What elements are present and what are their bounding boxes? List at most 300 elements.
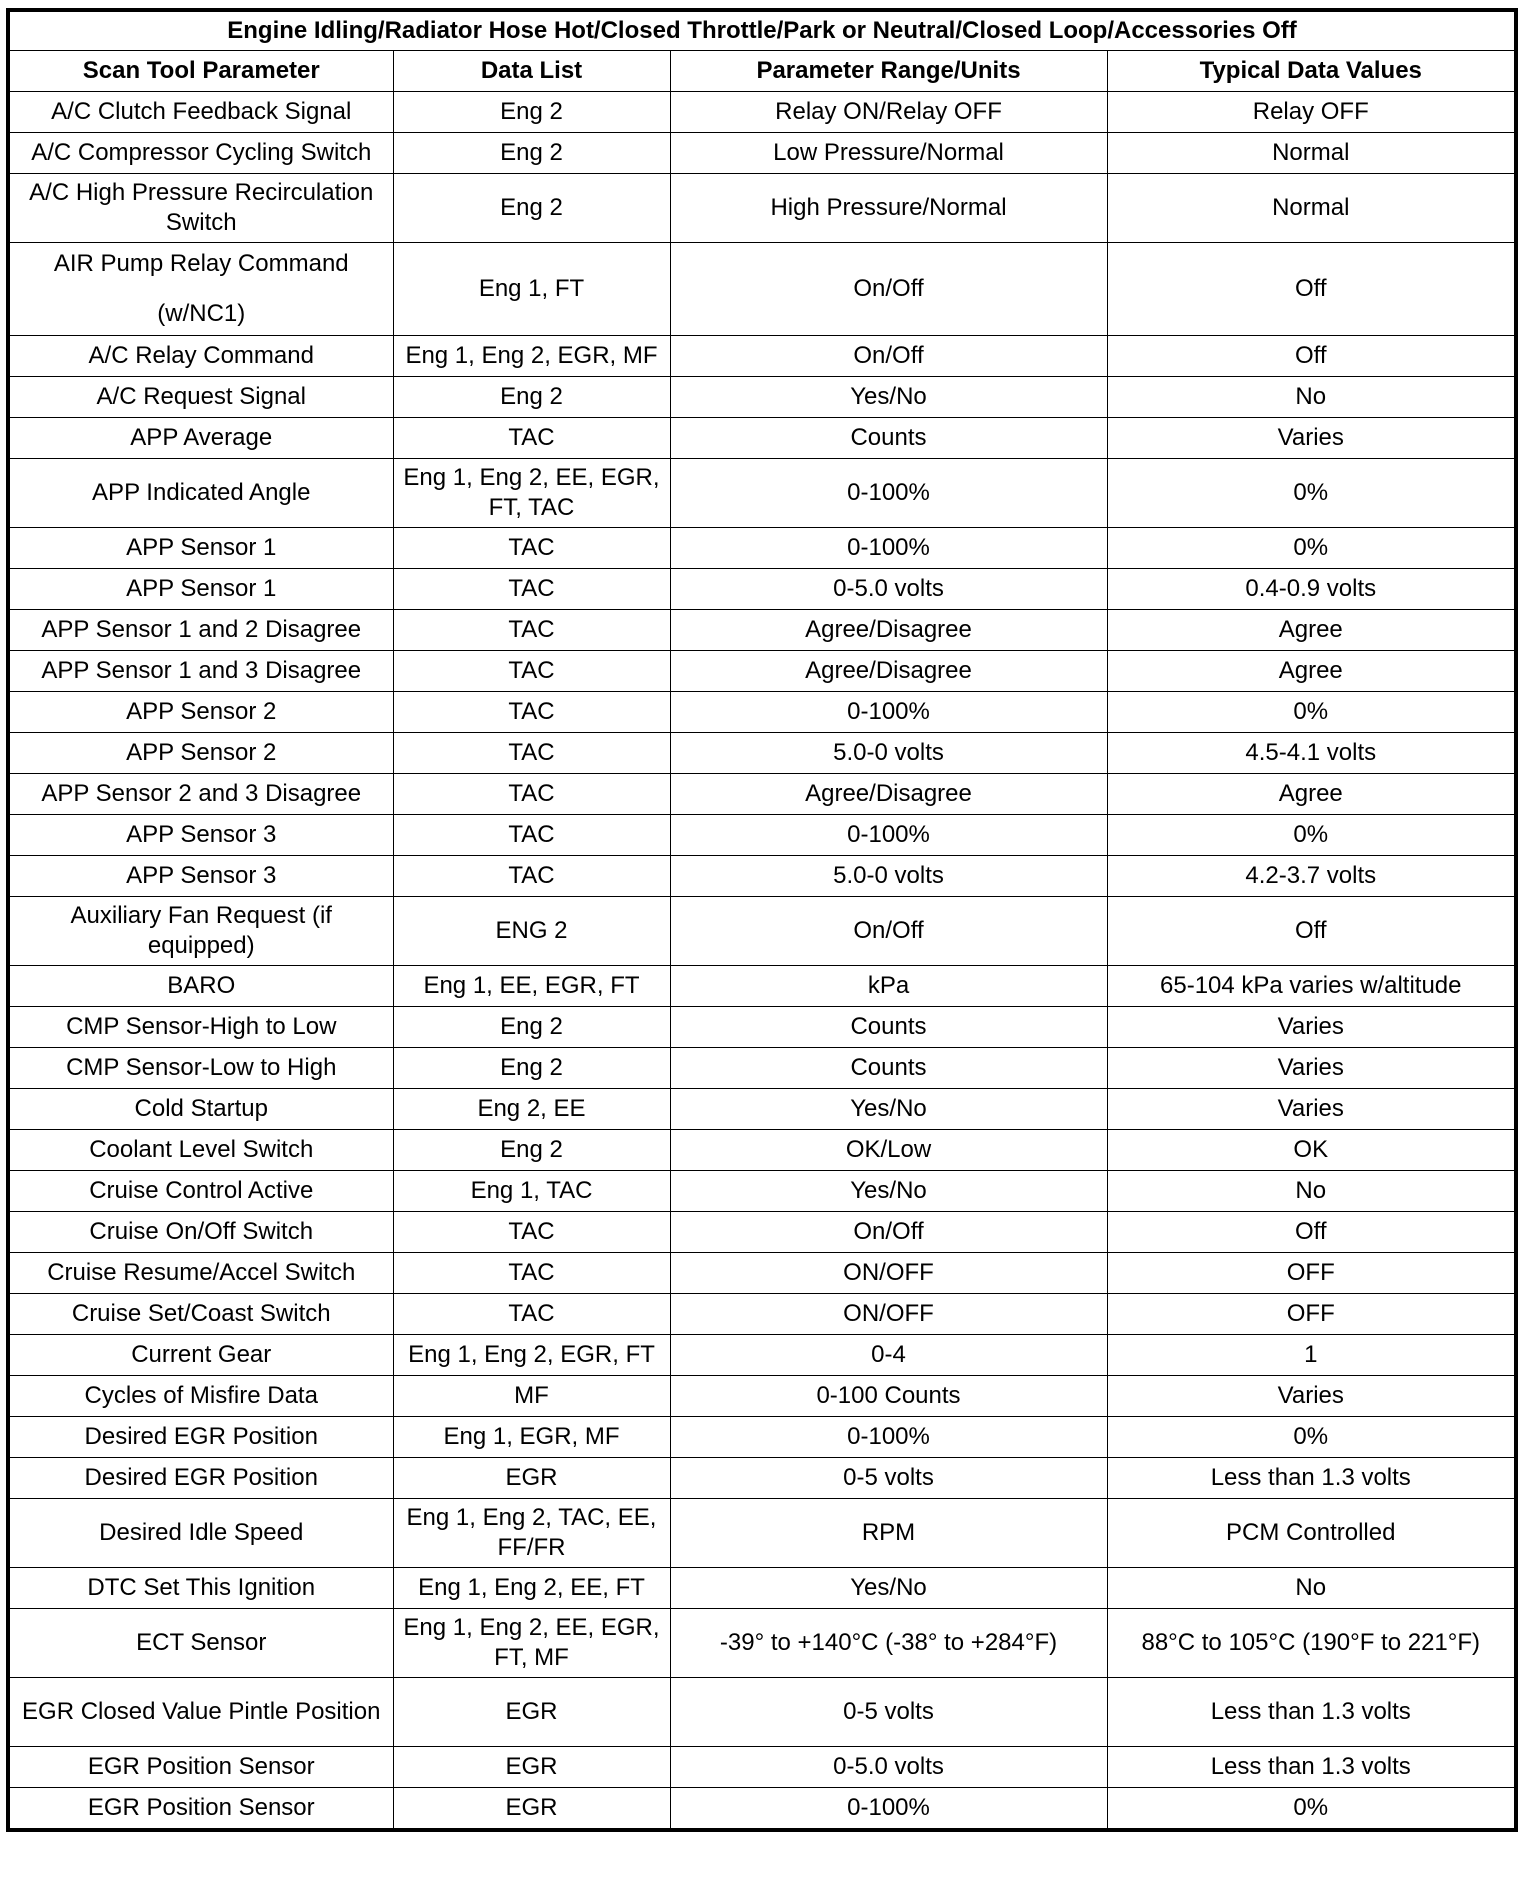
cell-typical-text: Less than 1.3 volts [1210, 1753, 1411, 1780]
cell-range-text: 0-100 Counts [816, 1382, 961, 1409]
table-row [8, 1089, 1516, 1130]
cell-typical [1107, 815, 1516, 856]
cell-parameter [8, 528, 393, 569]
cell-data-list-text: Eng 1, FT [478, 275, 585, 302]
cell-data-list-text: Eng 1, Eng 2, EE, FT [418, 1574, 645, 1601]
cell-parameter-text: Coolant Level Switch [89, 1136, 314, 1163]
cell-range [670, 1089, 1107, 1130]
cell-parameter-text: Current Gear [131, 1341, 272, 1368]
cell-parameter [8, 133, 393, 174]
cell-data-list-text: EGR [505, 1753, 558, 1780]
cell-parameter-text: Cold Startup [134, 1095, 268, 1122]
table-row [8, 1568, 1516, 1609]
cell-range [670, 1007, 1107, 1048]
table-row [8, 336, 1516, 377]
cell-data-list [393, 336, 670, 377]
cell-parameter [8, 1294, 393, 1335]
table-row [8, 1294, 1516, 1335]
cell-range-text: Yes/No [850, 1095, 927, 1122]
cell-parameter [8, 1568, 393, 1609]
cell-range-text: 0-5 volts [843, 1698, 934, 1725]
cell-typical-text: Less than 1.3 volts [1210, 1464, 1411, 1491]
cell-parameter-text: APP Indicated Angle [92, 479, 311, 506]
cell-typical [1107, 692, 1516, 733]
cell-typical-text: 88°C to 105°C (190°F to 221°F) [1141, 1629, 1481, 1656]
cell-typical [1107, 774, 1516, 815]
cell-parameter-text: Desired EGR Position [84, 1464, 318, 1491]
cell-data-list [393, 897, 670, 966]
table-row [8, 1458, 1516, 1499]
cell-range [670, 1130, 1107, 1171]
cell-parameter-text: Cruise On/Off Switch [89, 1218, 314, 1245]
cell-parameter [8, 569, 393, 610]
cell-data-list-text: Eng 1, Eng 2, EE, EGR, FT, TAC [403, 464, 660, 521]
table-row [8, 1747, 1516, 1788]
cell-data-list [393, 1609, 670, 1678]
cell-parameter-text: APP Sensor 1 [126, 534, 277, 561]
cell-range [670, 1458, 1107, 1499]
table-body [8, 92, 1516, 1831]
cell-data-list-text: EGR [505, 1698, 558, 1725]
cell-typical-text: Varies [1277, 1054, 1344, 1081]
cell-typical [1107, 569, 1516, 610]
cell-data-list-text: TAC [508, 739, 555, 766]
cell-typical-text: No [1295, 383, 1327, 410]
cell-range-text: Yes/No [850, 1177, 927, 1204]
cell-parameter [8, 1007, 393, 1048]
cell-typical-text: Off [1294, 342, 1327, 369]
cell-typical-text: 4.5-4.1 volts [1245, 739, 1377, 766]
cell-parameter-text: A/C Compressor Cycling Switch [31, 139, 372, 166]
cell-data-list [393, 1335, 670, 1376]
cell-typical-text: OFF [1286, 1300, 1335, 1327]
cell-data-list [393, 1253, 670, 1294]
table-row [8, 774, 1516, 815]
cell-range [670, 1788, 1107, 1831]
cell-range-text: On/Off [853, 275, 924, 302]
cell-data-list [393, 856, 670, 897]
cell-range-text: 0-100% [847, 698, 930, 725]
cell-parameter-text: APP Sensor 2 [126, 739, 277, 766]
cell-data-list-text: Eng 2 [500, 139, 563, 166]
cell-typical-text: No [1295, 1574, 1327, 1601]
cell-typical [1107, 1253, 1516, 1294]
cell-range [670, 1568, 1107, 1609]
cell-typical [1107, 1458, 1516, 1499]
cell-data-list-text: TAC [508, 1259, 555, 1286]
cell-typical [1107, 459, 1516, 528]
cell-typical [1107, 1335, 1516, 1376]
cell-typical-text: Normal [1272, 194, 1350, 221]
cell-parameter-text: APP Sensor 1 [126, 575, 277, 602]
cell-typical [1107, 1171, 1516, 1212]
cell-range [670, 1294, 1107, 1335]
cell-typical-text: 65-104 kPa varies w/altitude [1160, 972, 1462, 999]
table-row [8, 243, 1516, 336]
cell-typical-text: 0% [1293, 534, 1329, 561]
cell-data-list-text: MF [514, 1382, 549, 1409]
cell-range-text: RPM [861, 1519, 916, 1546]
data-table-container [6, 8, 1514, 1832]
cell-range [670, 1499, 1107, 1568]
cell-data-list-text: TAC [508, 424, 555, 451]
cell-data-list-text: TAC [508, 780, 555, 807]
cell-data-list [393, 133, 670, 174]
cell-parameter [8, 610, 393, 651]
cell-typical [1107, 92, 1516, 133]
cell-typical-text: 0% [1293, 1423, 1329, 1450]
table-title-row [8, 10, 1516, 51]
cell-data-list-text: Eng 1, Eng 2, EGR, MF [405, 342, 658, 369]
table-row [8, 733, 1516, 774]
cell-data-list [393, 1212, 670, 1253]
cell-range [670, 133, 1107, 174]
cell-typical-text: 0.4-0.9 volts [1245, 575, 1377, 602]
table-row [8, 377, 1516, 418]
cell-range-text: Counts [850, 1054, 927, 1081]
cell-parameter [8, 92, 393, 133]
cell-parameter [8, 966, 393, 1007]
cell-range [670, 1609, 1107, 1678]
cell-parameter [8, 1678, 393, 1747]
cell-parameter [8, 1788, 393, 1831]
cell-data-list-text: TAC [508, 616, 555, 643]
cell-typical-text: 4.2-3.7 volts [1245, 862, 1377, 889]
cell-typical [1107, 1678, 1516, 1747]
cell-range-text: Counts [850, 424, 927, 451]
cell-typical-text: OK [1293, 1136, 1329, 1163]
cell-data-list-text: TAC [508, 1300, 555, 1327]
cell-data-list-text: TAC [508, 657, 555, 684]
cell-range-text: On/Off [853, 1218, 924, 1245]
cell-parameter [8, 1089, 393, 1130]
cell-data-list [393, 92, 670, 133]
cell-parameter-text: APP Average [130, 424, 273, 451]
cell-typical-text: Off [1294, 1218, 1327, 1245]
cell-parameter-text: Desired EGR Position [84, 1423, 318, 1450]
cell-parameter-text: Auxiliary Fan Request (if equipped) [70, 902, 332, 959]
cell-data-list [393, 243, 670, 336]
cell-range-text: ON/OFF [843, 1259, 934, 1286]
table-row [8, 1048, 1516, 1089]
cell-data-list [393, 569, 670, 610]
cell-data-list-text: Eng 2 [500, 1054, 563, 1081]
cell-data-list-text: TAC [508, 862, 555, 889]
cell-typical-text: Off [1294, 275, 1327, 302]
cell-data-list-text: Eng 2 [500, 383, 563, 410]
cell-range-text: Agree/Disagree [805, 780, 972, 807]
cell-data-list [393, 418, 670, 459]
cell-data-list-text: Eng 1, Eng 2, EGR, FT [408, 1341, 655, 1368]
cell-typical [1107, 1499, 1516, 1568]
cell-range-text: 0-5 volts [843, 1464, 934, 1491]
cell-typical [1107, 1609, 1516, 1678]
cell-parameter-text: ECT Sensor [136, 1629, 267, 1656]
cell-parameter [8, 243, 393, 336]
cell-typical-text: Varies [1277, 1013, 1344, 1040]
table-row [8, 651, 1516, 692]
cell-parameter [8, 815, 393, 856]
cell-typical [1107, 174, 1516, 243]
cell-typical [1107, 1089, 1516, 1130]
cell-data-list [393, 651, 670, 692]
cell-data-list-text: Eng 2 [500, 98, 563, 125]
cell-range [670, 651, 1107, 692]
cell-range [670, 692, 1107, 733]
cell-parameter [8, 1499, 393, 1568]
cell-data-list [393, 459, 670, 528]
cell-parameter-text: Cruise Set/Coast Switch [71, 1300, 331, 1327]
cell-range-text: 0-100% [847, 479, 930, 506]
cell-parameter [8, 1376, 393, 1417]
cell-range [670, 92, 1107, 133]
cell-range [670, 774, 1107, 815]
table-row [8, 1171, 1516, 1212]
table-row [8, 569, 1516, 610]
cell-range [670, 897, 1107, 966]
cell-data-list [393, 610, 670, 651]
cell-parameter [8, 459, 393, 528]
cell-parameter [8, 1048, 393, 1089]
cell-range-text: Low Pressure/Normal [773, 139, 1004, 166]
cell-parameter [8, 651, 393, 692]
table-row [8, 459, 1516, 528]
table-row [8, 856, 1516, 897]
table-row [8, 1499, 1516, 1568]
cell-data-list [393, 1007, 670, 1048]
cell-data-list [393, 733, 670, 774]
cell-range-text: 0-100% [847, 534, 930, 561]
cell-typical-text: Agree [1278, 780, 1343, 807]
cell-data-list [393, 174, 670, 243]
header-typical-values: Typical Data Values [1107, 51, 1516, 92]
cell-range [670, 733, 1107, 774]
cell-range [670, 174, 1107, 243]
cell-typical-text: Varies [1277, 424, 1344, 451]
cell-typical [1107, 1294, 1516, 1335]
cell-range-text: 0-100% [847, 1794, 930, 1821]
cell-range-text: 0-5.0 volts [833, 1753, 944, 1780]
cell-data-list-text: Eng 1, TAC [470, 1177, 593, 1204]
header-parameter-range: Parameter Range/Units [670, 51, 1107, 92]
cell-parameter-text: Cruise Control Active [89, 1177, 314, 1204]
cell-parameter-text: Cruise Resume/Accel Switch [47, 1259, 356, 1286]
cell-range-text: 5.0-0 volts [833, 739, 944, 766]
cell-range-text: kPa [867, 972, 910, 999]
cell-parameter-text: A/C Relay Command [88, 342, 314, 369]
cell-range-text: Yes/No [850, 1574, 927, 1601]
cell-parameter-text: EGR Position Sensor [87, 1753, 315, 1780]
table-row [8, 1376, 1516, 1417]
cell-typical [1107, 1212, 1516, 1253]
cell-typical [1107, 336, 1516, 377]
cell-parameter-text: Desired Idle Speed [99, 1519, 304, 1546]
cell-typical [1107, 733, 1516, 774]
cell-data-list [393, 692, 670, 733]
cell-range [670, 1417, 1107, 1458]
cell-parameter [8, 774, 393, 815]
cell-range [670, 528, 1107, 569]
cell-parameter [8, 377, 393, 418]
cell-data-list [393, 528, 670, 569]
cell-typical-text: 1 [1304, 1341, 1318, 1368]
cell-data-list-text: Eng 1, Eng 2, TAC, EE, FF/FR [406, 1504, 657, 1561]
cell-typical [1107, 651, 1516, 692]
cell-range-text: ON/OFF [843, 1300, 934, 1327]
cell-range [670, 243, 1107, 336]
cell-range [670, 459, 1107, 528]
cell-data-list [393, 1458, 670, 1499]
cell-typical-text: Varies [1277, 1382, 1344, 1409]
cell-range [670, 966, 1107, 1007]
cell-data-list [393, 1568, 670, 1609]
cell-typical [1107, 418, 1516, 459]
cell-parameter-text: EGR Position Sensor [87, 1794, 315, 1821]
cell-parameter-text: AIR Pump Relay Command [53, 250, 349, 277]
cell-parameter-text: A/C Request Signal [96, 383, 306, 410]
cell-typical-text: 0% [1293, 479, 1329, 506]
cell-data-list [393, 1171, 670, 1212]
cell-range-text: Relay ON/Relay OFF [775, 98, 1002, 125]
table-row [8, 1007, 1516, 1048]
cell-parameter-note: (w/NC1) [157, 300, 246, 327]
cell-parameter [8, 1417, 393, 1458]
table-row [8, 610, 1516, 651]
cell-data-list [393, 1747, 670, 1788]
cell-data-list-text: Eng 1, EE, EGR, FT [423, 972, 640, 999]
cell-data-list [393, 966, 670, 1007]
cell-parameter [8, 1171, 393, 1212]
cell-range-text: High Pressure/Normal [770, 194, 1007, 221]
cell-range [670, 569, 1107, 610]
cell-typical-text: 0% [1293, 698, 1329, 725]
table-row [8, 1253, 1516, 1294]
table-row [8, 1417, 1516, 1458]
cell-parameter [8, 897, 393, 966]
cell-typical-text: 0% [1293, 1794, 1329, 1821]
table-row [8, 815, 1516, 856]
cell-data-list [393, 1678, 670, 1747]
cell-data-list [393, 1788, 670, 1831]
cell-typical [1107, 1417, 1516, 1458]
cell-range [670, 1048, 1107, 1089]
cell-typical [1107, 1130, 1516, 1171]
cell-parameter [8, 1609, 393, 1678]
table-row [8, 1678, 1516, 1747]
cell-parameter-text: DTC Set This Ignition [87, 1574, 316, 1601]
cell-parameter-text: APP Sensor 1 and 2 Disagree [41, 616, 362, 643]
cell-typical [1107, 133, 1516, 174]
cell-typical-text: Agree [1278, 616, 1343, 643]
table-row [8, 1335, 1516, 1376]
header-data-list: Data List [393, 51, 670, 92]
table-title: Engine Idling/Radiator Hose Hot/Closed Throttle/Park or Neutral/Closed Loop/Accessories Off [8, 10, 1516, 51]
cell-parameter [8, 1458, 393, 1499]
cell-parameter [8, 336, 393, 377]
cell-typical [1107, 1788, 1516, 1831]
cell-typical [1107, 966, 1516, 1007]
cell-typical [1107, 1007, 1516, 1048]
cell-range [670, 856, 1107, 897]
cell-typical-text: Agree [1278, 657, 1343, 684]
cell-parameter-text: Cycles of Misfire Data [84, 1382, 318, 1409]
cell-range [670, 1171, 1107, 1212]
cell-typical-text: OFF [1286, 1259, 1335, 1286]
cell-range [670, 1376, 1107, 1417]
cell-typical [1107, 610, 1516, 651]
cell-typical-text: No [1295, 1177, 1327, 1204]
cell-data-list [393, 1294, 670, 1335]
cell-data-list-text: TAC [508, 575, 555, 602]
cell-data-list [393, 774, 670, 815]
cell-data-list [393, 377, 670, 418]
cell-range-text: 0-100% [847, 1423, 930, 1450]
scan-tool-data-table [6, 8, 1518, 1832]
cell-typical-text: Relay OFF [1252, 98, 1369, 125]
cell-data-list-text: Eng 2 [500, 1136, 563, 1163]
cell-data-list-text: Eng 1, EGR, MF [443, 1423, 620, 1450]
table-row [8, 1130, 1516, 1171]
cell-data-list [393, 1130, 670, 1171]
cell-data-list [393, 1089, 670, 1130]
cell-data-list-text: TAC [508, 698, 555, 725]
cell-data-list [393, 1048, 670, 1089]
table-row [8, 418, 1516, 459]
cell-range [670, 815, 1107, 856]
cell-parameter-text: EGR Closed Value Pintle Position [22, 1698, 381, 1725]
cell-parameter-text: APP Sensor 2 [126, 698, 277, 725]
cell-data-list [393, 1417, 670, 1458]
cell-typical [1107, 528, 1516, 569]
cell-data-list-text: Eng 2, EE [477, 1095, 586, 1122]
cell-parameter [8, 733, 393, 774]
cell-parameter [8, 692, 393, 733]
cell-parameter [8, 418, 393, 459]
table-row [8, 1788, 1516, 1831]
cell-typical [1107, 243, 1516, 336]
cell-parameter [8, 1130, 393, 1171]
table-row [8, 174, 1516, 243]
cell-typical [1107, 377, 1516, 418]
cell-parameter-text: APP Sensor 3 [126, 862, 277, 889]
cell-parameter [8, 174, 393, 243]
table-header-row [8, 51, 1516, 92]
cell-typical [1107, 1568, 1516, 1609]
cell-range-text: 0-100% [847, 821, 930, 848]
cell-parameter [8, 1253, 393, 1294]
cell-typical [1107, 1747, 1516, 1788]
cell-range-text: Agree/Disagree [805, 657, 972, 684]
cell-parameter-text: CMP Sensor-Low to High [66, 1054, 337, 1081]
cell-parameter-text: BARO [167, 972, 236, 999]
cell-typical-text: PCM Controlled [1226, 1519, 1396, 1546]
header-scan-tool-parameter: Scan Tool Parameter [8, 51, 393, 92]
cell-range [670, 1747, 1107, 1788]
cell-parameter [8, 1212, 393, 1253]
cell-range [670, 1253, 1107, 1294]
cell-data-list-text: ENG 2 [495, 917, 568, 944]
cell-parameter-text: A/C High Pressure Recirculation Switch [29, 179, 374, 236]
cell-typical-text: 0% [1293, 821, 1329, 848]
cell-parameter [8, 856, 393, 897]
cell-range-text: 0-5.0 volts [833, 575, 944, 602]
cell-range [670, 610, 1107, 651]
cell-typical [1107, 856, 1516, 897]
cell-range [670, 1212, 1107, 1253]
cell-range [670, 1335, 1107, 1376]
cell-data-list-text: EGR [505, 1464, 558, 1491]
cell-range-text: OK/Low [845, 1136, 932, 1163]
